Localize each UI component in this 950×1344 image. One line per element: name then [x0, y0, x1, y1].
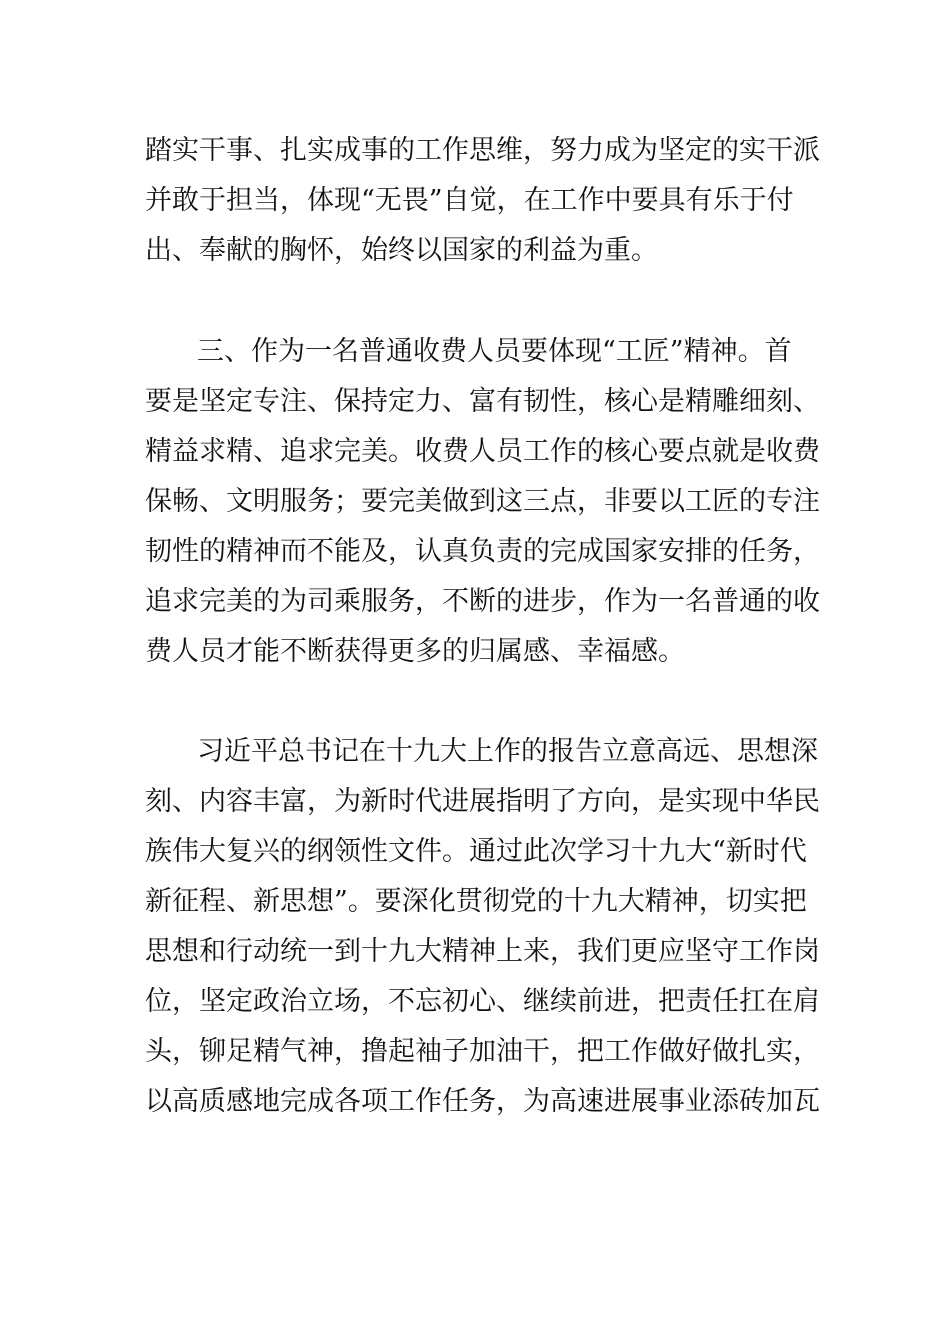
text-line: 思想和行动统一到十九大精神上来，我们更应坚守工作岗	[145, 936, 820, 967]
text-line: 三、作为一名普通收费人员要体现“工匠”精神。首	[197, 336, 792, 367]
text-line: 以高质感地完成各项工作任务，为高速进展事业添砖加瓦	[145, 1086, 820, 1117]
text-line: 保畅、文明服务；要完美做到这三点，非要以工匠的专注	[145, 486, 820, 517]
text-line: 踏实干事、扎实成事的工作思维，努力成为坚定的实干派	[145, 135, 820, 166]
text-line: 追求完美的为司乘服务，不断的进步，作为一名普通的收	[145, 586, 820, 617]
text-line: 并敢于担当，体现“无畏”自觉，在工作中要具有乐于付	[145, 185, 794, 216]
text-line: 韧性的精神而不能及，认真负责的完成国家安排的任务，	[145, 536, 820, 567]
text-line: 头，铆足精气神，撸起袖子加油干，把工作做好做扎实，	[145, 1036, 820, 1067]
text-line: 出、奉献的胸怀，始终以国家的利益为重。	[145, 235, 658, 266]
text-line: 族伟大复兴的纲领性文件。通过此次学习十九大“新时代	[145, 836, 807, 867]
text-line: 刻、内容丰富，为新时代进展指明了方向，是实现中华民	[145, 786, 820, 817]
text-line: 新征程、新思想”。要深化贯彻党的十九大精神，切实把	[145, 886, 807, 917]
text-line: 位，坚定政治立场，不忘初心、继续前进，把责任扛在肩	[145, 986, 820, 1017]
text-line: 费人员才能不断获得更多的归属感、幸福感。	[145, 636, 685, 667]
text-line: 习近平总书记在十九大上作的报告立意高远、思想深	[197, 736, 818, 767]
text-line: 精益求精、追求完美。收费人员工作的核心要点就是收费	[145, 436, 820, 467]
text-line: 要是坚定专注、保持定力、富有韧性，核心是精雕细刻、	[145, 386, 820, 417]
